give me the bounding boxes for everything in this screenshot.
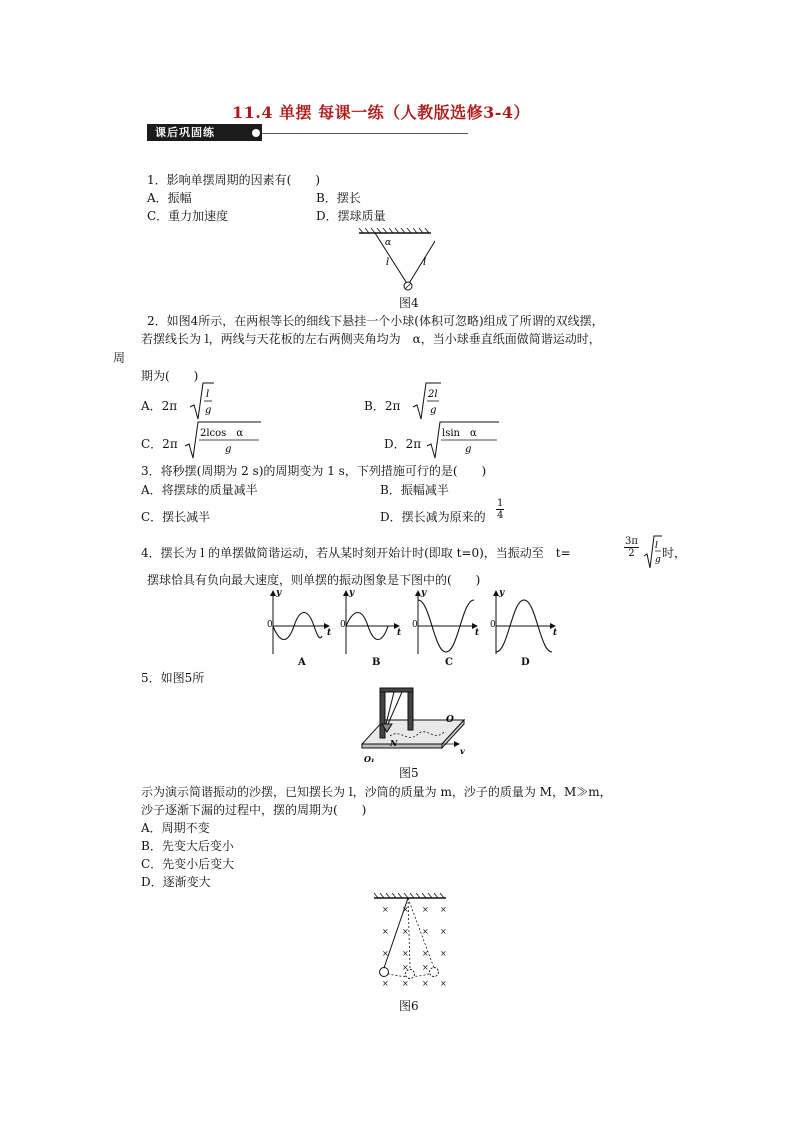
q2-option-a-radical	[188, 381, 214, 421]
field-mark: ×	[422, 963, 429, 972]
q2-option-d-radical	[425, 420, 499, 460]
field-mark: ×	[382, 927, 389, 936]
q4-sqrt	[643, 534, 663, 570]
q2-a-den: g	[205, 405, 212, 416]
q4-line1-tail: 时，	[662, 546, 687, 560]
fig5-label-o: O	[446, 715, 454, 725]
q2-option-c-radical	[183, 420, 261, 460]
fig5-label-o1: O₁	[364, 754, 375, 764]
q3-option-d-text: D．摆长减为原来的	[380, 510, 486, 524]
graph-b-y: y	[349, 588, 355, 598]
q2-c-den: g	[225, 444, 232, 455]
q5-option-a: A．周期不变	[141, 821, 210, 835]
field-mark: ×	[422, 905, 429, 914]
q2-option-a-label: A．2π	[141, 399, 178, 413]
q4-t-den: 2	[628, 548, 635, 559]
q2-option-b-radical	[411, 381, 441, 421]
graph-d-t: t	[553, 628, 558, 638]
figure-4	[355, 225, 435, 295]
q2-line-overflow: 周	[113, 351, 126, 365]
graph-d-label: D	[521, 657, 530, 668]
fig4-left-label: l	[386, 257, 390, 268]
q3-option-b: B．振幅减半	[380, 483, 449, 497]
q4-line2: 摆球恰具有负向最大速度，则单摆的振动图象是下图中的( )	[147, 573, 481, 587]
graph-d-y: y	[499, 588, 505, 598]
banner-dot	[252, 129, 260, 137]
graph-a-t: t	[327, 628, 332, 638]
q2-line1: 2．如图4所示，在两根等长的细线下悬挂一个小球(体积可忽略)组成了所谓的双线摆，	[147, 314, 604, 328]
graph-a-origin: 0	[267, 620, 273, 630]
q2-b-den: g	[430, 405, 437, 416]
q4-line1: 4．摆长为 l 的单摆做简谐运动，若从某时刻开始计时(即取 t=0)，当振动至 t=	[141, 546, 571, 560]
q2-line3: 期为( )	[141, 369, 199, 383]
fig4-angle-label: α	[385, 238, 392, 248]
q3-option-d-fraction	[496, 498, 504, 521]
q4-t-fraction	[624, 536, 639, 559]
q3-d-den: 4	[497, 510, 504, 521]
q2-line2: 若摆线长为 l，两线与天花板的左右两侧夹角均为 α，当小球垂直纸面做简谐运动时，	[141, 332, 601, 346]
graph-b-t: t	[397, 628, 402, 638]
q3-option-a: A．将摆球的质量减半	[141, 483, 258, 497]
graph-a-label: A	[298, 657, 306, 668]
q4-sqrt-num: l	[655, 541, 658, 551]
field-mark: ×	[402, 963, 409, 972]
q1-option-a: A．振幅	[147, 191, 192, 205]
q1-stem: 1．影响单摆周期的因素有( )	[147, 173, 320, 187]
graph-c-label: C	[445, 657, 453, 668]
q3-stem: 3．将秒摆(周期为 2 s)的周期变为 1 s，下列措施可行的是( )	[141, 464, 487, 478]
q2-option-c-label: C．2π	[141, 437, 178, 451]
graph-c-origin: 0	[412, 620, 418, 630]
field-mark: ×	[402, 949, 409, 958]
field-mark: ×	[422, 979, 429, 988]
q2-c-num: 2lcos α	[200, 428, 244, 439]
q4-t-num: 3π	[625, 536, 638, 547]
fig5-label-n: N	[390, 738, 398, 748]
q2-d-num: lsin α	[442, 428, 477, 439]
field-mark: ×	[382, 905, 389, 914]
field-mark: ×	[440, 927, 447, 936]
fig5-caption: 图5	[399, 766, 419, 780]
fig4-caption: 图4	[399, 296, 419, 310]
q5-line1: 示为演示简谐振动的沙摆，已知摆长为 l，沙筒的质量为 m，沙子的质量为 M，M≫m，	[141, 785, 612, 799]
q5-line2: 沙子逐渐下漏的过程中，摆的周期为( )	[141, 803, 367, 817]
field-mark: ×	[422, 927, 429, 936]
fig5-label-v: v	[460, 746, 465, 756]
field-mark: ×	[382, 979, 389, 988]
q1-option-c: C．重力加速度	[147, 209, 229, 223]
banner-rule	[262, 133, 468, 134]
graph-b-origin: 0	[340, 620, 346, 630]
fig6-caption: 图6	[399, 999, 419, 1013]
q1-option-b: B．摆长	[316, 191, 361, 205]
q4-sqrt-den: g	[655, 555, 661, 565]
q2-b-num: 2l	[428, 389, 438, 400]
graph-b-label: B	[372, 657, 381, 668]
q2-d-den: g	[465, 444, 472, 455]
graph-c-t: t	[475, 628, 480, 638]
q1-option-d: D．摆球质量	[316, 209, 386, 223]
q5-option-b: B．先变大后变小	[141, 839, 234, 853]
figure-5	[360, 684, 470, 766]
field-mark: ×	[402, 927, 409, 936]
graph-d-origin: 0	[490, 620, 496, 630]
field-mark: ×	[440, 949, 447, 958]
field-mark: ×	[382, 949, 389, 958]
field-mark: ×	[422, 949, 429, 958]
field-mark: ×	[440, 905, 447, 914]
q2-option-d-label: D．2π	[384, 437, 422, 451]
figure-6	[368, 892, 452, 992]
graph-c-y: y	[421, 588, 427, 598]
q5-option-d: D．逐渐变大	[141, 875, 211, 889]
graph-a-y: y	[276, 588, 282, 598]
field-mark: ×	[402, 979, 409, 988]
q2-a-num: l	[206, 389, 210, 400]
q3-d-num: 1	[497, 498, 504, 509]
q5-stem-start: 5．如图5所	[141, 671, 205, 685]
q5-option-c: C．先变小后变大	[141, 857, 235, 871]
field-mark: ×	[402, 905, 409, 914]
fig4-right-label: l	[423, 257, 427, 268]
q2-option-b-label: B．2π	[364, 399, 401, 413]
section-banner: 课后巩固练	[147, 124, 262, 141]
page-title: 11.4 单摆 每课一练（人教版选修3-4）	[232, 103, 531, 122]
q3-option-c: C．摆长减半	[141, 510, 211, 524]
field-mark: ×	[440, 979, 447, 988]
